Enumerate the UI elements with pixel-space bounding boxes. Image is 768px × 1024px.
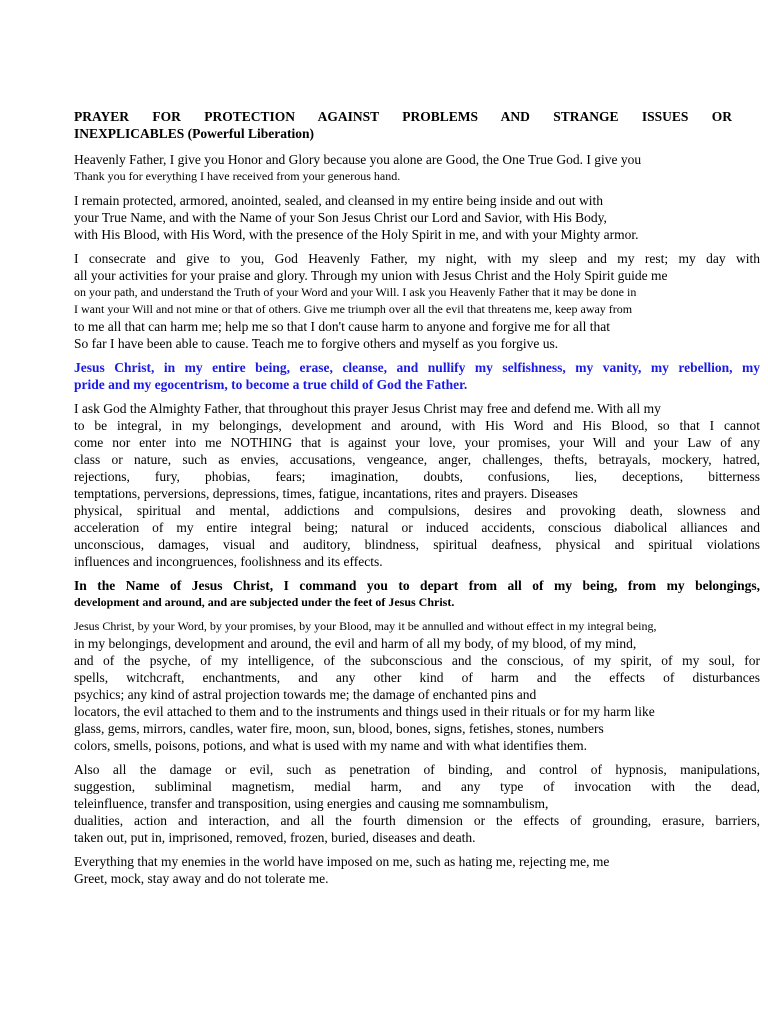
text-line: Jesus Christ, in my entire being, erase, cleanse, and nullify my selfishness, my vanity, my rebellion, my bbox=[74, 360, 760, 375]
text-line: temptations, perversions, depressions, times, fatigue, incantations, rites and prayers. Diseases bbox=[74, 486, 578, 501]
title-line-2: INEXPLICABLES (Powerful Liberation) bbox=[74, 126, 315, 141]
paragraph-command bbox=[74, 577, 760, 611]
text-line: I consecrate and give to you, God Heavenly Father, my night, with my sleep and my rest; my day with bbox=[74, 251, 760, 266]
text-line: to be integral, in my belongings, development and around, with His Word and His Blood, so that I cannot bbox=[74, 418, 760, 433]
text-line: teleinfluence, transfer and transposition, using energies and causing me somnambulism, bbox=[74, 796, 549, 811]
paragraph-honor bbox=[74, 151, 760, 185]
text-line: In the Name of Jesus Christ, I command you to depart from all of my being, from my belongings, bbox=[74, 578, 760, 593]
text-line: Thank you for everything I have received from your generous hand. bbox=[74, 169, 401, 183]
text-line: Heavenly Father, I give you Honor and Glory because you alone are Good, the One True God. I give you bbox=[74, 152, 642, 167]
paragraph-enemies bbox=[74, 853, 760, 887]
text-line: taken out, put in, imprisoned, removed, frozen, buried, diseases and death. bbox=[74, 830, 476, 845]
text-line: pride and my egocentrism, to become a true child of God the Father. bbox=[74, 377, 468, 392]
text-line: acceleration of my entire integral being; natural or induced accidents, conscious diabolical alliances and bbox=[74, 520, 760, 535]
text-line: psychics; any kind of astral projection towards me; the damage of enchanted pins and bbox=[74, 687, 537, 702]
text-line: all your activities for your praise and glory. Through my union with Jesus Christ and the Holy Spirit guide me bbox=[74, 268, 668, 283]
text-line: I remain protected, armored, anointed, sealed, and cleansed in my entire being inside and out with bbox=[74, 193, 603, 208]
text-line: So far I have been able to cause. Teach me to forgive others and myself as you forgive us. bbox=[74, 336, 559, 351]
text-line: Greet, mock, stay away and do not tolerate me. bbox=[74, 871, 329, 886]
text-line: physical, spiritual and mental, addictions and compulsions, desires and provoking death, slowness and bbox=[74, 503, 760, 518]
paragraph-annulment bbox=[74, 618, 760, 754]
text-line: on your path, and understand the Truth of your Word and your Will. I ask you Heavenly Father that it may be done in bbox=[74, 285, 637, 299]
paragraph-highlight-blue bbox=[74, 359, 760, 393]
text-line: your True Name, and with the Name of your Son Jesus Christ our Lord and Savior, with His Body, bbox=[74, 210, 607, 225]
text-line: spells, witchcraft, enchantments, and any other kind of harm and the effects of disturbances bbox=[74, 670, 760, 685]
text-line: I ask God the Almighty Father, that throughout this prayer Jesus Christ may free and defend me. With all my bbox=[74, 401, 661, 416]
text-line: with His Blood, with His Word, with the presence of the Holy Spirit in me, and with your Mighty armor. bbox=[74, 227, 639, 242]
text-line: I want your Will and not mine or that of others. Give me triumph over all the evil that threatens me, keep away from bbox=[74, 302, 633, 316]
title-line-1: PRAYER FOR PROTECTION AGAINST PROBLEMS AND STRANGE ISSUES OR bbox=[74, 109, 732, 124]
text-line: suggestion, subliminal magnetism, medial harm, and any type of invocation with the dead, bbox=[74, 779, 760, 794]
text-line: and of the psyche, of my intelligence, of the subconscious and the conscious, of my spirit, of my soul, for bbox=[74, 653, 760, 668]
text-line: Also all the damage or evil, such as penetration of binding, and control of hypnosis, manipulations, bbox=[74, 762, 760, 777]
text-line: colors, smells, poisons, potions, and what is used with my name and with what identifies them. bbox=[74, 738, 587, 753]
paragraph-protection bbox=[74, 192, 760, 243]
paragraph-consecration bbox=[74, 250, 760, 352]
text-line: rejections, fury, phobias, fears; imagination, doubts, confusions, lies, deceptions, bitterness bbox=[74, 469, 760, 484]
text-line: to me all that can harm me; help me so that I don't cause harm to anyone and forgive me for all that bbox=[74, 319, 611, 334]
text-line: Everything that my enemies in the world have imposed on me, such as hating me, rejecting me, me bbox=[74, 854, 610, 869]
text-line: Jesus Christ, by your Word, by your promises, by your Blood, may it be annulled and without effect in my integral being, bbox=[74, 619, 657, 633]
text-line: dualities, action and interaction, and all the fourth dimension or the effects of grounding, erasure, barriers, bbox=[74, 813, 760, 828]
paragraph-defense bbox=[74, 400, 760, 570]
paragraph-damage bbox=[74, 761, 760, 846]
text-line: influences and incongruences, foolishness and its effects. bbox=[74, 554, 383, 569]
text-line: glass, gems, mirrors, candles, water fire, moon, sun, blood, bones, signs, fetishes, stones, numbers bbox=[74, 721, 604, 736]
text-line: development and around, and are subjected under the feet of Jesus Christ. bbox=[74, 595, 455, 609]
text-line: in my belongings, development and around, the evil and harm of all my body, of my blood, of my mind, bbox=[74, 636, 637, 651]
text-line: class or nature, such as envies, accusations, vengeance, anger, challenges, thefts, betrayals, mockery, hatred, bbox=[74, 452, 760, 467]
text-line: unconscious, damages, visual and auditory, blindness, spiritual deafness, physical and spiritual violations bbox=[74, 537, 760, 552]
document-title bbox=[74, 108, 760, 142]
text-line: locators, the evil attached to them and to the instruments and things used in their rituals or for my harm like bbox=[74, 704, 655, 719]
prayer-document bbox=[74, 108, 760, 894]
text-line: come nor enter into me NOTHING that is against your love, your promises, your Will and your Law of any bbox=[74, 435, 760, 450]
